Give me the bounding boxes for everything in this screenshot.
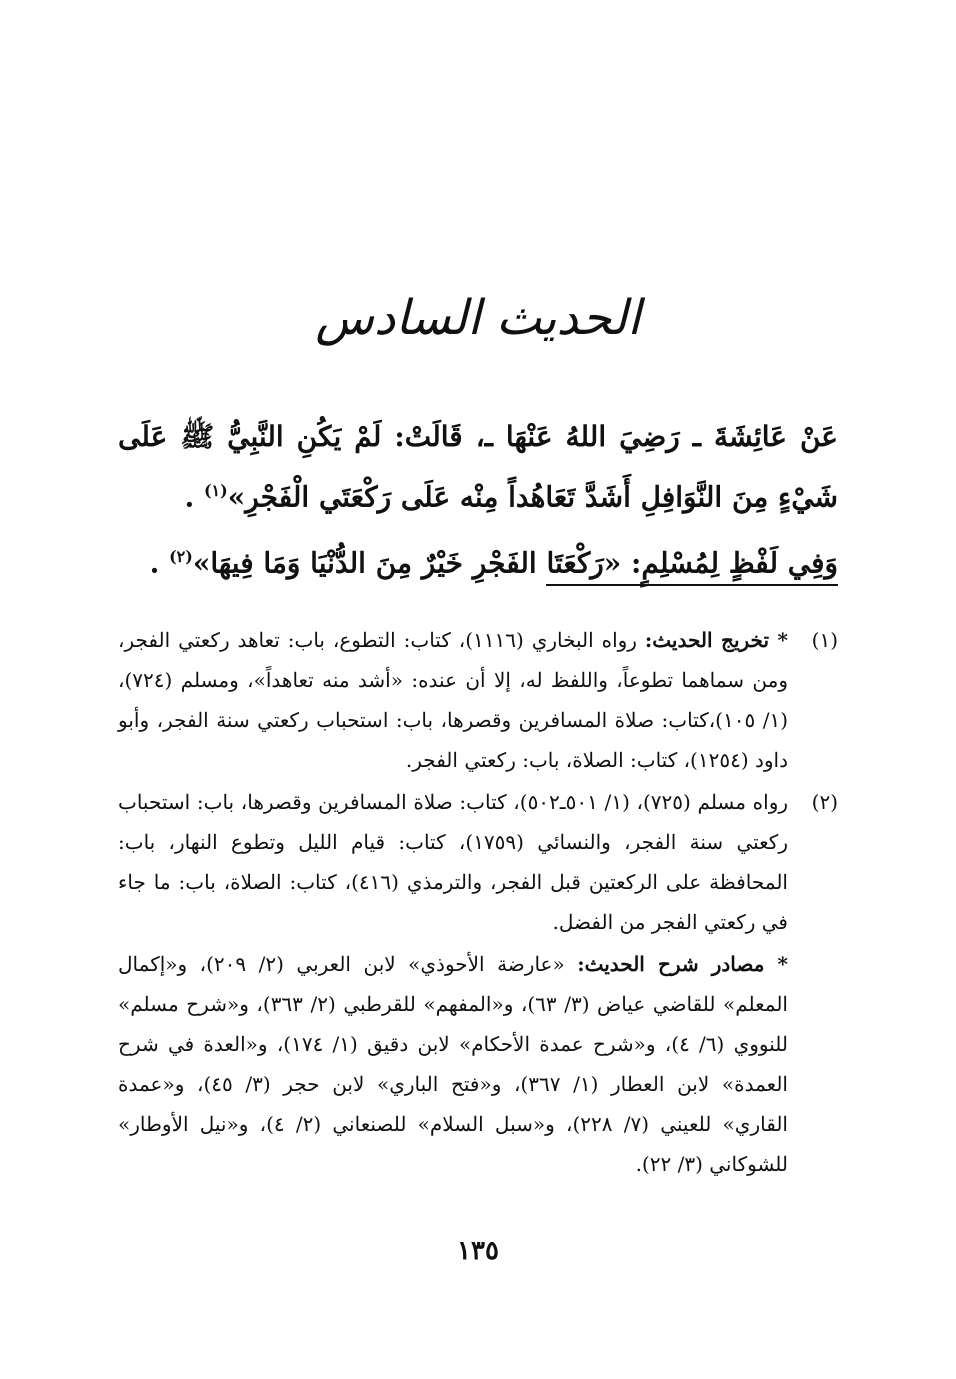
footnotes — [118, 620, 838, 1184]
footnote-item — [118, 782, 838, 942]
sources-label: * مصادر شرح الحديث: — [577, 952, 788, 976]
footnote-number: (٢) — [811, 790, 838, 814]
hadith-text: عَنْ عَائِشَةَ ـ رَضِيَ اللهُ عَنْهَا ـ، قَالَتْ: لَمْ يَكُنِ النَّبِيُّ ﷺ عَلَى شَيْءٍ مِنَ النَّوَافِلِ أَشَدَّ تَعَاهُداً مِنْه عَلَى رَكْعَتَي الْفَجْرِ» — [118, 420, 838, 514]
hadith-paragraph: عَنْ عَائِشَةَ ـ رَضِيَ اللهُ عَنْهَا ـ، قَالَتْ: لَمْ يَكُنِ النَّبِيُّ ﷺ عَلَى شَيْءٍ مِنَ النَّوَافِلِ أَشَدَّ تَعَاهُداً مِنْه عَلَى رَكْعَتَي الْفَجْرِ»$^{(١)}$ . — [118, 420, 838, 514]
commentary-sources — [118, 944, 788, 1184]
footnote-label: * تخريج الحديث: — [644, 628, 789, 652]
page-number: ١٣٥ — [457, 1236, 499, 1266]
hadith-text-block — [118, 410, 838, 591]
footnote-divider — [546, 584, 838, 586]
variant-text: وَفِي لَفْظٍ لِمُسْلِمٍ: «رَكْعَتَا الفَجْرِ خَيْرٌ مِنَ الدُّنْيَا وَمَا فِيهَا» — [192, 546, 838, 580]
footnote-ref-1: (١) — [203, 481, 228, 500]
footnote-number: (١) — [811, 628, 838, 652]
footnote-text: رواه مسلم (٧٢٥)، (١/ ٥٠١ـ٥٠٢)، كتاب: صلاة المسافرين وقصرها، باب: استحباب ركعتي سنة الفجر، والنسائي (١٧٥٩)، كتاب: قيام الليل وتطوع النهار، باب: المحافظة على الركعتين قبل الفجر، والترمذي (٤١٦)، كتاب: الصلاة، باب: ما جاء في ركعتي الفجر من الفضل. — [118, 790, 789, 934]
footnote-item — [118, 620, 838, 780]
footnote-body — [118, 620, 788, 780]
hadith-variant: وَفِي لَفْظٍ لِمُسْلِمٍ: «رَكْعَتَا الفَجْرِ خَيْرٌ مِنَ الدُّنْيَا وَمَا فِيهَا»$^{(٢)}$ . — [149, 546, 838, 580]
footnote-text: رواه البخاري (١١١٦)، كتاب: التطوع، باب: تعاهد ركعتي الفجر، ومن سماهما تطوعاً، واللفظ له، إلا أن عنده: «أشد منه تعاهداً»، ومسلم (٧٢٤)، (١/ ١٠٥)،كتاب: صلاة المسافرين وقصرها، باب: استحباب ركعتي سنة الفجر، وأبو داود (١٢٥٤)، كتاب: الصلاة، باب: ركعتي الفجر. — [118, 628, 788, 772]
sources-text: «عارضة الأحوذي» لابن العربي (٢/ ٢٠٩)، و«إكمال المعلم» للقاضي عياض (٣/ ٦٣)، و«المفهم» للقرطبي (٢/ ٣٦٣)، و«شرح مسلم» للنووي (٦/ ٤)، و«شرح عمدة الأحكام» لابن دقيق (١/ ١٧٤)، و«العدة في شرح العمدة» لابن العطار (١/ ٣٦٧)، و«فتح الباري» لابن حجر (٣/ ٤٥)، و«عمدة القاري» للعيني (٧/ ٢٢٨)، و«سبل السلام» للصنعاني (٢/ ٤)، و«نيل الأوطار» للشوكاني (٣/ ٢٢). — [118, 952, 788, 1176]
footnote-body — [118, 782, 788, 942]
chapter-title: الحديث السادس — [315, 290, 641, 346]
footnote-ref-2: (٢) — [169, 547, 193, 567]
